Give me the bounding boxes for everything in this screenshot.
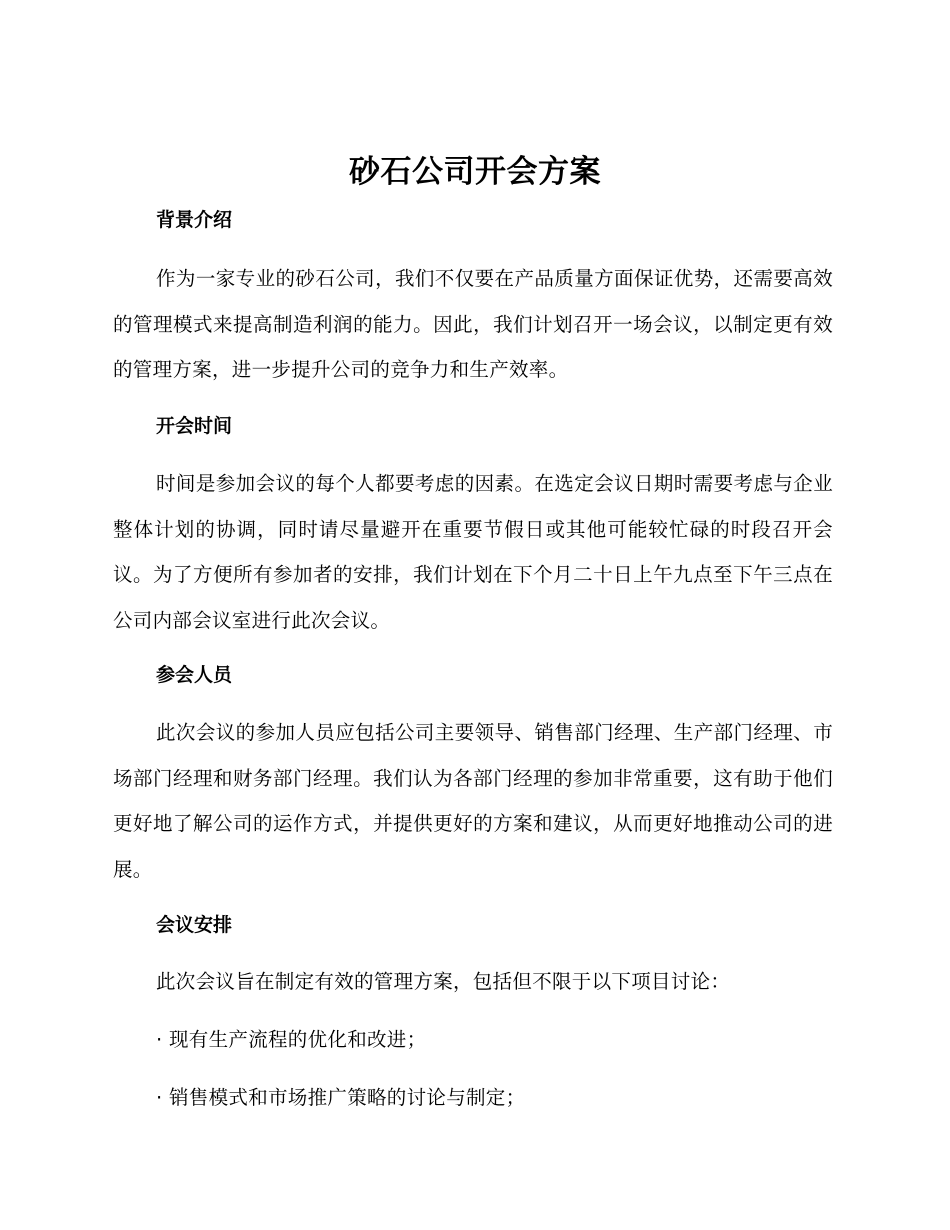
section-background-body (113, 256, 833, 393)
section-heading-agenda: 会议安排 (156, 914, 233, 936)
list-item: · 现有生产流程的优化和改进； (156, 1028, 427, 1051)
section-heading-attendees: 参会人员 (156, 664, 233, 686)
paragraph-attendees: 此次会议的参加人员应包括公司主要领导、销售部门经理、生产部门经理、市场部门经理和财务部门经理。我们认为各部门经理的参加非常重要，这有助于他们更好地了解公司的运作方式，并提供更好的方案和建议，从而更好地推动公司的进展。 (113, 721, 833, 881)
section-heading-background: 背景介绍 (156, 209, 233, 231)
section-agenda-body (113, 959, 833, 1005)
list-item: · 销售模式和市场推广策略的讨论与制定； (156, 1086, 526, 1109)
paragraph-background: 作为一家专业的砂石公司，我们不仅要在产品质量方面保证优势，还需要高效的管理模式来提高制造利润的能力。因此，我们计划召开一场会议，以制定更有效的管理方案，进一步提升公司的竞争力和生产效率。 (113, 267, 833, 381)
section-heading-meeting-time: 开会时间 (156, 415, 233, 437)
section-attendees-body (113, 710, 833, 892)
paragraph-agenda: 此次会议旨在制定有效的管理方案，包括但不限于以下项目讨论： (156, 970, 731, 993)
section-meeting-time (113, 411, 833, 441)
paragraph-meeting-time: 时间是参加会议的每个人都要考虑的因素。在选定会议日期时需要考虑与企业整体计划的协调，同时请尽量避开在重要节假日或其他可能较忙碌的时段召开会议。为了方便所有参加者的安排，我们计划在下个月二十日上午九点至下午三点在公司内部会议室进行此次会议。 (113, 472, 833, 632)
section-attendees (113, 660, 833, 690)
section-meeting-time-body (113, 461, 833, 643)
document-title: 砂石公司开会方案 (349, 154, 601, 190)
section-agenda (113, 910, 833, 940)
section-background (113, 205, 833, 235)
